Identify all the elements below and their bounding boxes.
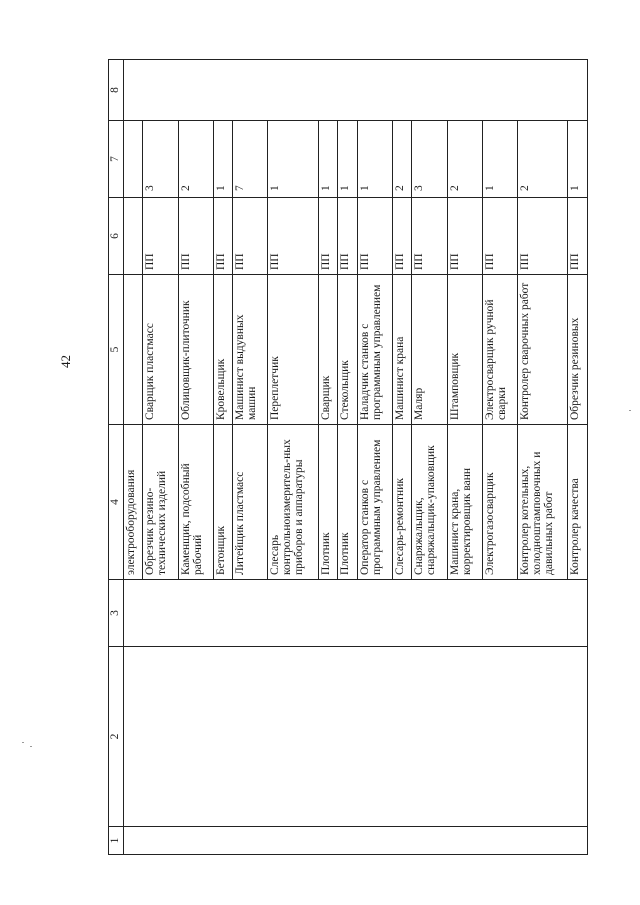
former-occupation-cell: Контролер котельных, холодноштамповочных и давильных работ	[517, 425, 568, 580]
former-occupation-cell: Снаряжальщик, снаряжальщик-упаковщик	[412, 425, 447, 580]
table-row	[124, 60, 143, 855]
new-occupation-cell: Обрезчик резиновых	[568, 275, 588, 425]
former-occupation-cell: Оператор станков с программным управлением	[357, 425, 392, 580]
count-cell: 1	[357, 121, 392, 198]
training-type-cell: ПП	[447, 198, 482, 275]
new-occupation-cell: Машинист крана	[392, 275, 411, 425]
count-cell: 2	[447, 121, 482, 198]
new-occupation-cell: Облицовщик-плиточник	[178, 275, 213, 425]
scan-artifact	[22, 742, 24, 743]
column-header-3: 3	[109, 580, 124, 647]
count-cell: 1	[213, 121, 232, 198]
former-occupation-cell: Электрогазосварщик	[482, 425, 517, 580]
count-cell	[124, 121, 143, 198]
new-occupation-cell: Маляр	[412, 275, 447, 425]
new-occupation-cell: Стекольщик	[338, 275, 357, 425]
column-header-1: 1	[109, 827, 124, 855]
column-header-2: 2	[109, 647, 124, 827]
count-cell: 1	[318, 121, 337, 198]
occupations-table	[108, 59, 588, 855]
former-occupation-cell: Плотник	[318, 425, 337, 580]
new-occupation-cell: Сварщик	[318, 275, 337, 425]
training-type-cell: ПП	[482, 198, 517, 275]
former-occupation-cell: Контролер качества	[568, 425, 588, 580]
former-occupation-cell: Каменщик, подсобный рабочий	[178, 425, 213, 580]
column-1-cell	[124, 827, 588, 855]
count-cell: 1	[568, 121, 588, 198]
column-2-cell	[124, 647, 588, 827]
former-occupation-cell: Плотник	[338, 425, 357, 580]
scan-artifact	[629, 410, 631, 411]
column-header-4: 4	[109, 425, 124, 580]
former-occupation-cell: электрооборудования	[124, 425, 143, 580]
training-type-cell: ПП	[233, 198, 268, 275]
training-type-cell: ПП	[318, 198, 337, 275]
new-occupation-cell: Переплетчик	[268, 275, 319, 425]
training-type-cell: ПП	[268, 198, 319, 275]
new-occupation-cell	[124, 275, 143, 425]
scan-artifact	[30, 746, 32, 747]
new-occupation-cell: Контролер сварочных работ	[517, 275, 568, 425]
training-type-cell: ПП	[517, 198, 568, 275]
count-cell: 1	[268, 121, 319, 198]
column-8-cell	[124, 60, 588, 121]
count-cell: 2	[178, 121, 213, 198]
table-header-row	[109, 60, 124, 855]
page-number: 42	[58, 355, 73, 368]
column-header-7: 7	[109, 121, 124, 198]
new-occupation-cell: Кровельщик	[213, 275, 232, 425]
former-occupation-cell: Бетонщик	[213, 425, 232, 580]
column-3-cell	[124, 580, 588, 647]
training-type-cell: ПП	[568, 198, 588, 275]
new-occupation-cell: Наладчик станков с программным управлением	[357, 275, 392, 425]
column-header-5: 5	[109, 275, 124, 425]
count-cell: 2	[517, 121, 568, 198]
training-type-cell: ПП	[412, 198, 447, 275]
count-cell: 2	[392, 121, 411, 198]
former-occupation-cell: Слесарь контрольноизмеритель-ных приборов и аппаратуры	[268, 425, 319, 580]
count-cell: 1	[338, 121, 357, 198]
column-header-6: 6	[109, 198, 124, 275]
new-occupation-cell: Штамповщик	[447, 275, 482, 425]
count-cell: 1	[482, 121, 517, 198]
count-cell: 3	[143, 121, 178, 198]
column-header-8: 8	[109, 60, 124, 121]
training-type-cell: ПП	[357, 198, 392, 275]
new-occupation-cell: Машинист выдувных машин	[233, 275, 268, 425]
training-type-cell	[124, 198, 143, 275]
training-type-cell: ПП	[213, 198, 232, 275]
training-type-cell: ПП	[178, 198, 213, 275]
new-occupation-cell: Сварщик пластмасс	[143, 275, 178, 425]
former-occupation-cell: Машинист крана, корректировщик ванн	[447, 425, 482, 580]
former-occupation-cell: Слесарь-ремонтник	[392, 425, 411, 580]
training-type-cell: ПП	[143, 198, 178, 275]
count-cell: 7	[233, 121, 268, 198]
training-type-cell: ПП	[392, 198, 411, 275]
count-cell: 3	[412, 121, 447, 198]
former-occupation-cell: Обрезчик резино-технических изделий	[143, 425, 178, 580]
new-occupation-cell: Электросварщик ручной сварки	[482, 275, 517, 425]
training-type-cell: ПП	[338, 198, 357, 275]
former-occupation-cell: Литейщик пластмасс	[233, 425, 268, 580]
